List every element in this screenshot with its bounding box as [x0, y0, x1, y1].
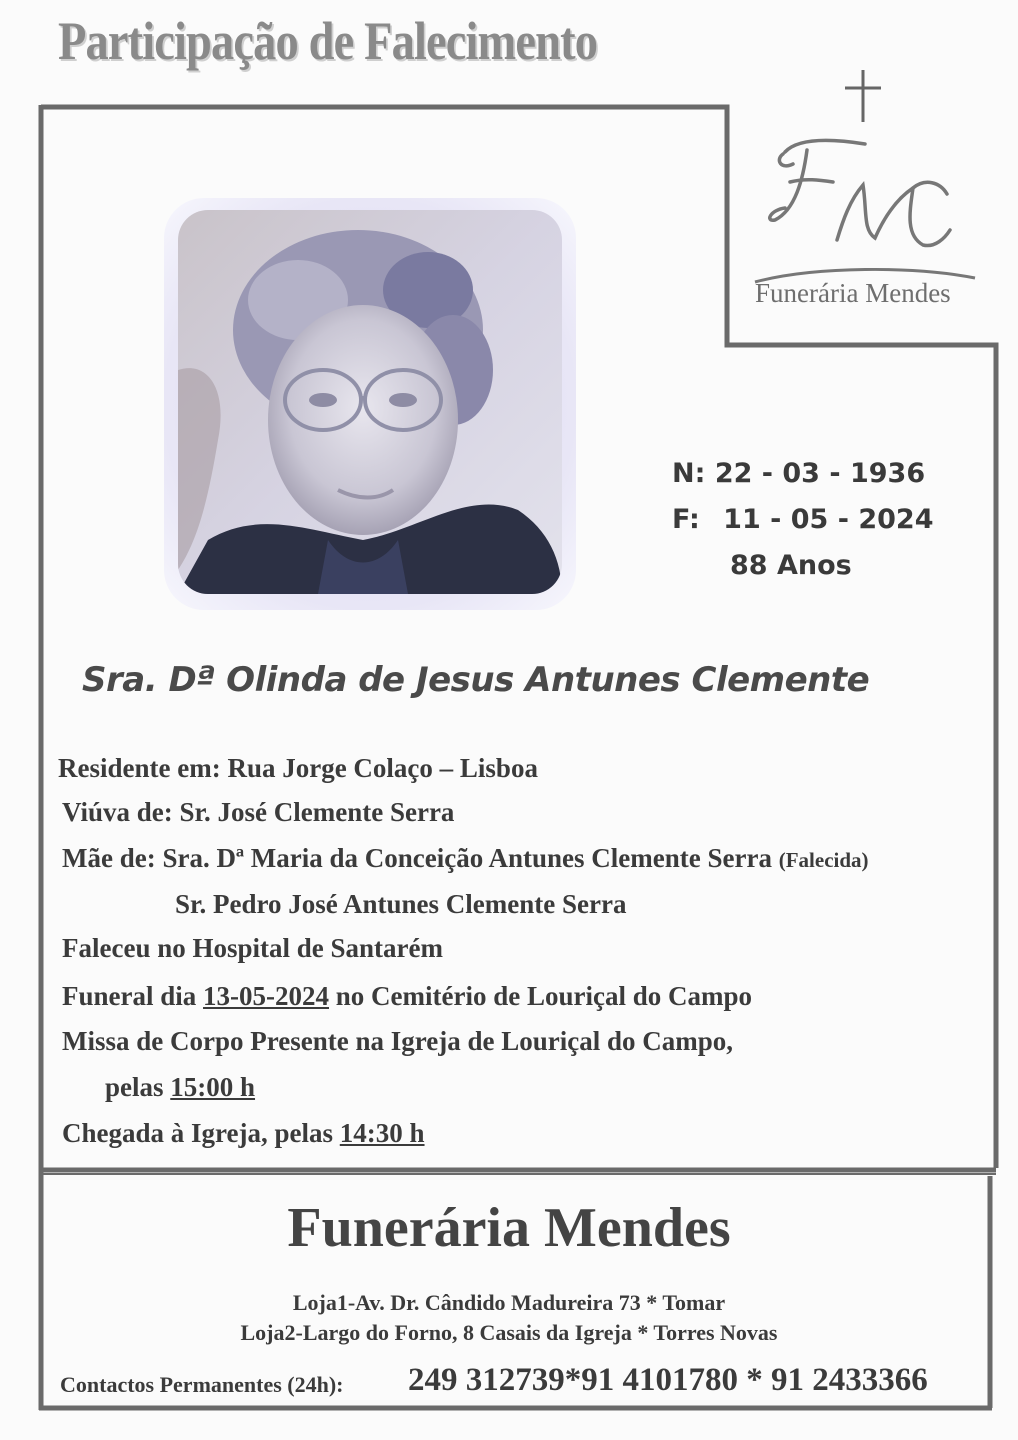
logo-name: Funerária Mendes — [755, 278, 951, 308]
page-title: Participação de Falecimento — [58, 11, 598, 71]
widow-line: Viúva de: Sr. José Clemente Serra — [62, 797, 455, 827]
died-at-line: Faleceu no Hospital de Santarém — [62, 933, 443, 963]
footer-company-name: Funerária Mendes — [287, 1197, 731, 1259]
store-2-address: Loja2-Largo do Forno, 8 Casais da Igreja * Torres Novas — [240, 1320, 778, 1345]
mother-text: Mãe de: Sra. Dª Maria da Conceição Antunes Clemente Serra — [62, 843, 772, 873]
funeral-suffix: no Cemitério de Louriçal do Campo — [335, 981, 752, 1011]
mass-time-line — [105, 1072, 255, 1103]
death-label: F: — [672, 504, 700, 535]
birth-date-line — [672, 458, 925, 489]
fm-monogram-icon — [770, 140, 950, 245]
portrait-photo — [178, 210, 562, 594]
deceased-name: Sra. Dª Olinda de Jesus Antunes Clemente — [82, 660, 870, 700]
arrival-line — [62, 1118, 425, 1149]
funeral-prefix: Funeral dia — [62, 981, 197, 1011]
contacts-label: Contactos Permanentes (24h): — [60, 1372, 344, 1397]
birth-date: 22 - 03 - 1936 — [714, 458, 926, 489]
store-1-address: Loja1-Av. Dr. Cândido Madureira 73 * Tomar — [292, 1290, 726, 1315]
funeral-date: 13-05-2024 — [203, 981, 329, 1011]
cross-icon — [845, 70, 881, 122]
child-line: Sr. Pedro José Antunes Clemente Serra — [175, 889, 627, 919]
arrival-time: 14:30 h — [339, 1118, 425, 1148]
deceased-note: (Falecida) — [778, 848, 869, 872]
funeral-line — [62, 981, 752, 1012]
death-date-line — [672, 504, 933, 535]
mother-line — [62, 843, 869, 874]
age: 88 Anos — [730, 550, 852, 581]
residence-line: Residente em: Rua Jorge Colaço – Lisboa — [58, 753, 538, 783]
mass-line: Missa de Corpo Presente na Igreja de Louriçal do Campo, — [62, 1026, 733, 1056]
mass-time: 15:00 h — [170, 1072, 256, 1102]
mass-time-prefix: pelas — [105, 1072, 164, 1102]
contacts-phones: 249 312739*91 4101780 * 91 2433366 — [408, 1362, 928, 1398]
arrival-prefix: Chegada à Igreja, pelas — [62, 1118, 334, 1148]
birth-label: N: — [672, 458, 706, 489]
death-date: 11 - 05 - 2024 — [723, 504, 934, 535]
